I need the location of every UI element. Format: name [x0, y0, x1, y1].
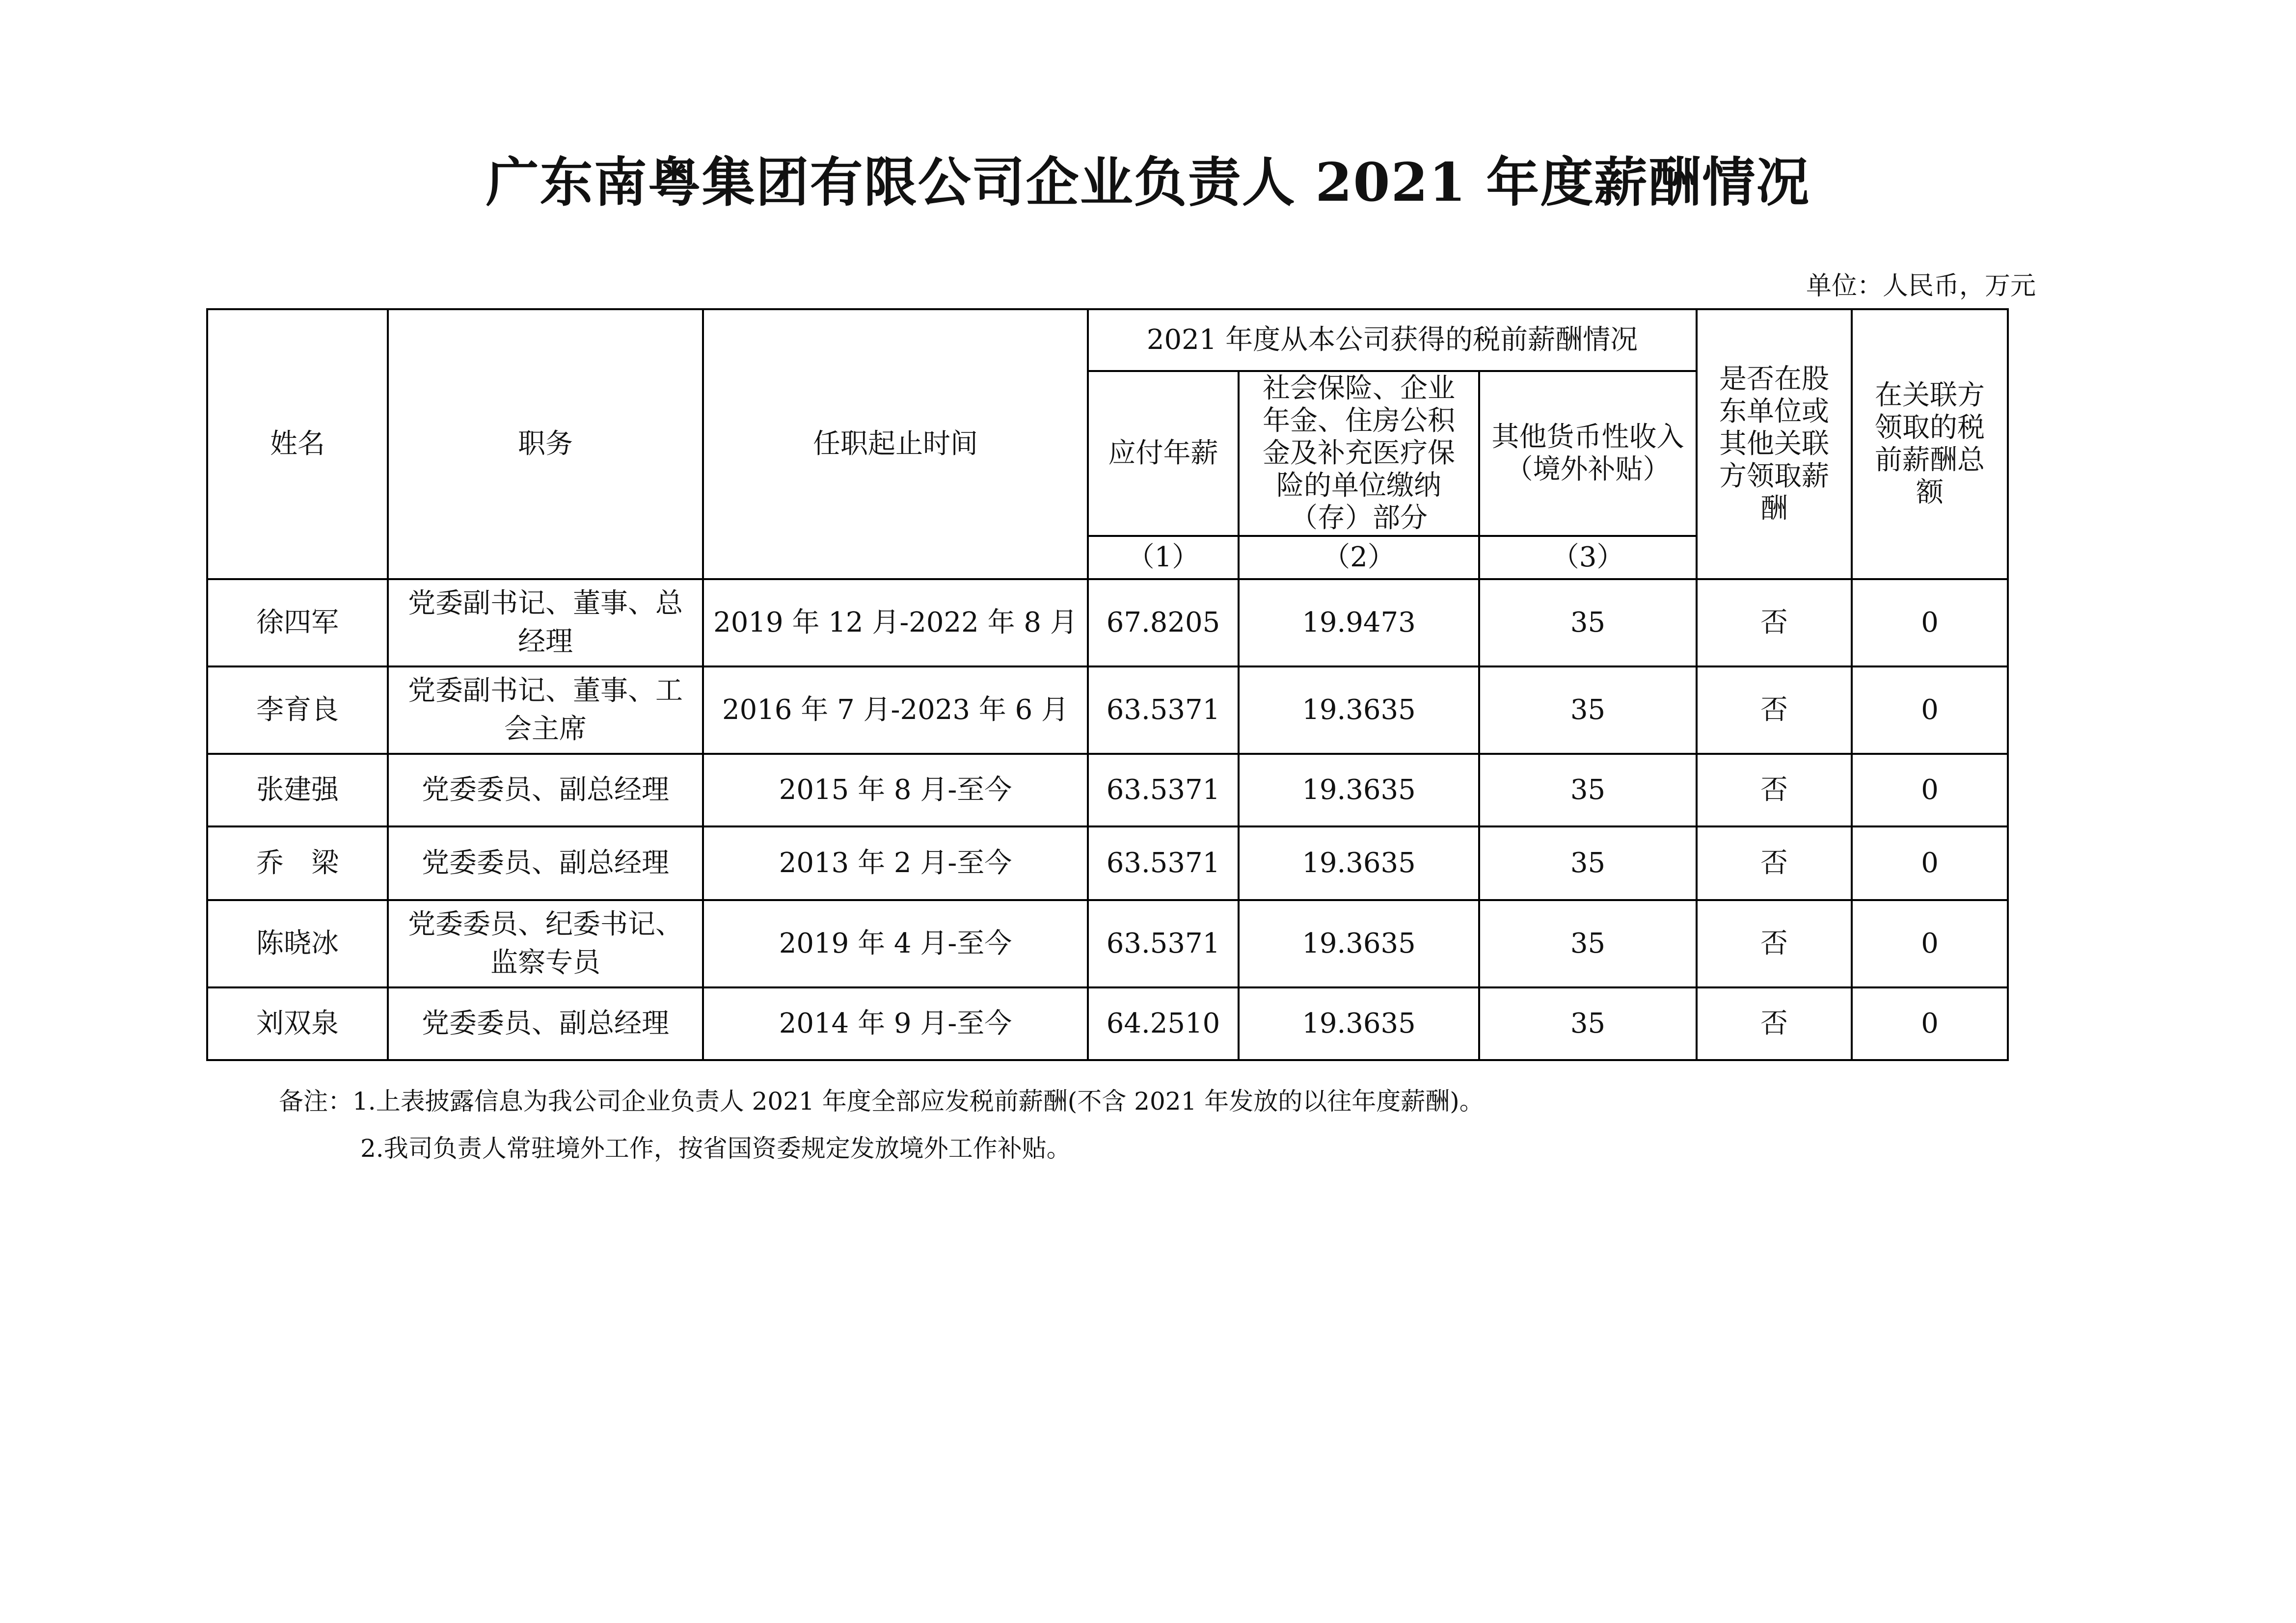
header-insurance: 社会保险、企业年金、住房公积金及补充医疗保险的单位缴纳（存）部分 [1239, 371, 1479, 536]
cell-insurance: 19.9473 [1239, 579, 1479, 666]
table-body [207, 579, 2008, 1060]
cell-related-total: 0 [1852, 754, 2008, 826]
header-shareholder: 是否在股东单位或其他关联方领取薪酬 [1697, 309, 1852, 579]
cell-insurance: 19.3635 [1239, 826, 1479, 900]
cell-name: 刘双泉 [207, 987, 388, 1060]
cell-shareholder: 否 [1697, 579, 1852, 666]
cell-related-total: 0 [1852, 900, 2008, 987]
cell-position: 党委委员、副总经理 [388, 754, 703, 826]
header-index-1: （1） [1088, 536, 1239, 579]
table-header [207, 309, 2008, 579]
page-title: 广东南粤集团有限公司企业负责人 2021 年度薪酬情况 [486, 152, 1810, 213]
header-other-income: 其他货币性收入（境外补贴） [1479, 371, 1697, 536]
table-row [207, 826, 2008, 900]
cell-term: 2016 年 7 月-2023 年 6 月 [703, 666, 1088, 754]
header-salary: 应付年薪 [1088, 371, 1239, 536]
cell-related-total: 0 [1852, 666, 2008, 754]
cell-salary: 64.2510 [1088, 987, 1239, 1060]
cell-insurance: 19.3635 [1239, 900, 1479, 987]
cell-shareholder: 否 [1697, 987, 1852, 1060]
note-line-1: 备注：1.上表披露信息为我公司企业负责人 2021 年度全部应发税前薪酬(不含 2021 年发放的以往年度薪酬)。 [279, 1087, 1484, 1116]
cell-term: 2013 年 2 月-至今 [703, 826, 1088, 900]
cell-related-total: 0 [1852, 579, 2008, 666]
cell-related-total: 0 [1852, 987, 2008, 1060]
cell-shareholder: 否 [1697, 900, 1852, 987]
cell-name: 陈晓冰 [207, 900, 388, 987]
header-related-total: 在关联方领取的税前薪酬总额 [1852, 309, 2008, 579]
cell-other-income: 35 [1479, 826, 1697, 900]
cell-shareholder: 否 [1697, 826, 1852, 900]
cell-name: 乔 梁 [207, 826, 388, 900]
cell-salary: 63.5371 [1088, 754, 1239, 826]
cell-name: 徐四军 [207, 579, 388, 666]
cell-shareholder: 否 [1697, 666, 1852, 754]
notes [279, 1078, 1484, 1172]
cell-term: 2015 年 8 月-至今 [703, 754, 1088, 826]
cell-shareholder: 否 [1697, 754, 1852, 826]
header-term: 任职起止时间 [703, 309, 1088, 579]
cell-insurance: 19.3635 [1239, 987, 1479, 1060]
header-row-1 [207, 309, 2008, 371]
header-name: 姓名 [207, 309, 388, 579]
cell-related-total: 0 [1852, 826, 2008, 900]
cell-salary: 63.5371 [1088, 900, 1239, 987]
table-row [207, 579, 2008, 666]
salary-table [206, 308, 2009, 1061]
header-position: 职务 [388, 309, 703, 579]
cell-name: 李育良 [207, 666, 388, 754]
cell-position: 党委委员、副总经理 [388, 826, 703, 900]
table-row [207, 900, 2008, 987]
cell-term: 2014 年 9 月-至今 [703, 987, 1088, 1060]
cell-insurance: 19.3635 [1239, 754, 1479, 826]
header-index-3: （3） [1479, 536, 1697, 579]
cell-position: 党委委员、纪委书记、监察专员 [388, 900, 703, 987]
cell-other-income: 35 [1479, 666, 1697, 754]
cell-term: 2019 年 4 月-至今 [703, 900, 1088, 987]
table-row [207, 754, 2008, 826]
note-line-2: 2.我司负责人常驻境外工作，按省国资委规定发放境外工作补贴。 [360, 1134, 1071, 1163]
cell-other-income: 35 [1479, 754, 1697, 826]
cell-term: 2019 年 12 月-2022 年 8 月 [703, 579, 1088, 666]
cell-position: 党委副书记、董事、工会主席 [388, 666, 703, 754]
cell-name: 张建强 [207, 754, 388, 826]
header-salary-group: 2021 年度从本公司获得的税前薪酬情况 [1088, 309, 1697, 371]
table-row [207, 987, 2008, 1060]
cell-salary: 63.5371 [1088, 826, 1239, 900]
cell-salary: 67.8205 [1088, 579, 1239, 666]
cell-other-income: 35 [1479, 987, 1697, 1060]
cell-position: 党委委员、副总经理 [388, 987, 703, 1060]
cell-insurance: 19.3635 [1239, 666, 1479, 754]
cell-salary: 63.5371 [1088, 666, 1239, 754]
header-index-2: （2） [1239, 536, 1479, 579]
cell-other-income: 35 [1479, 900, 1697, 987]
cell-other-income: 35 [1479, 579, 1697, 666]
unit-label: 单位：人民币，万元 [1806, 271, 2036, 301]
table-row [207, 666, 2008, 754]
cell-position: 党委副书记、董事、总经理 [388, 579, 703, 666]
